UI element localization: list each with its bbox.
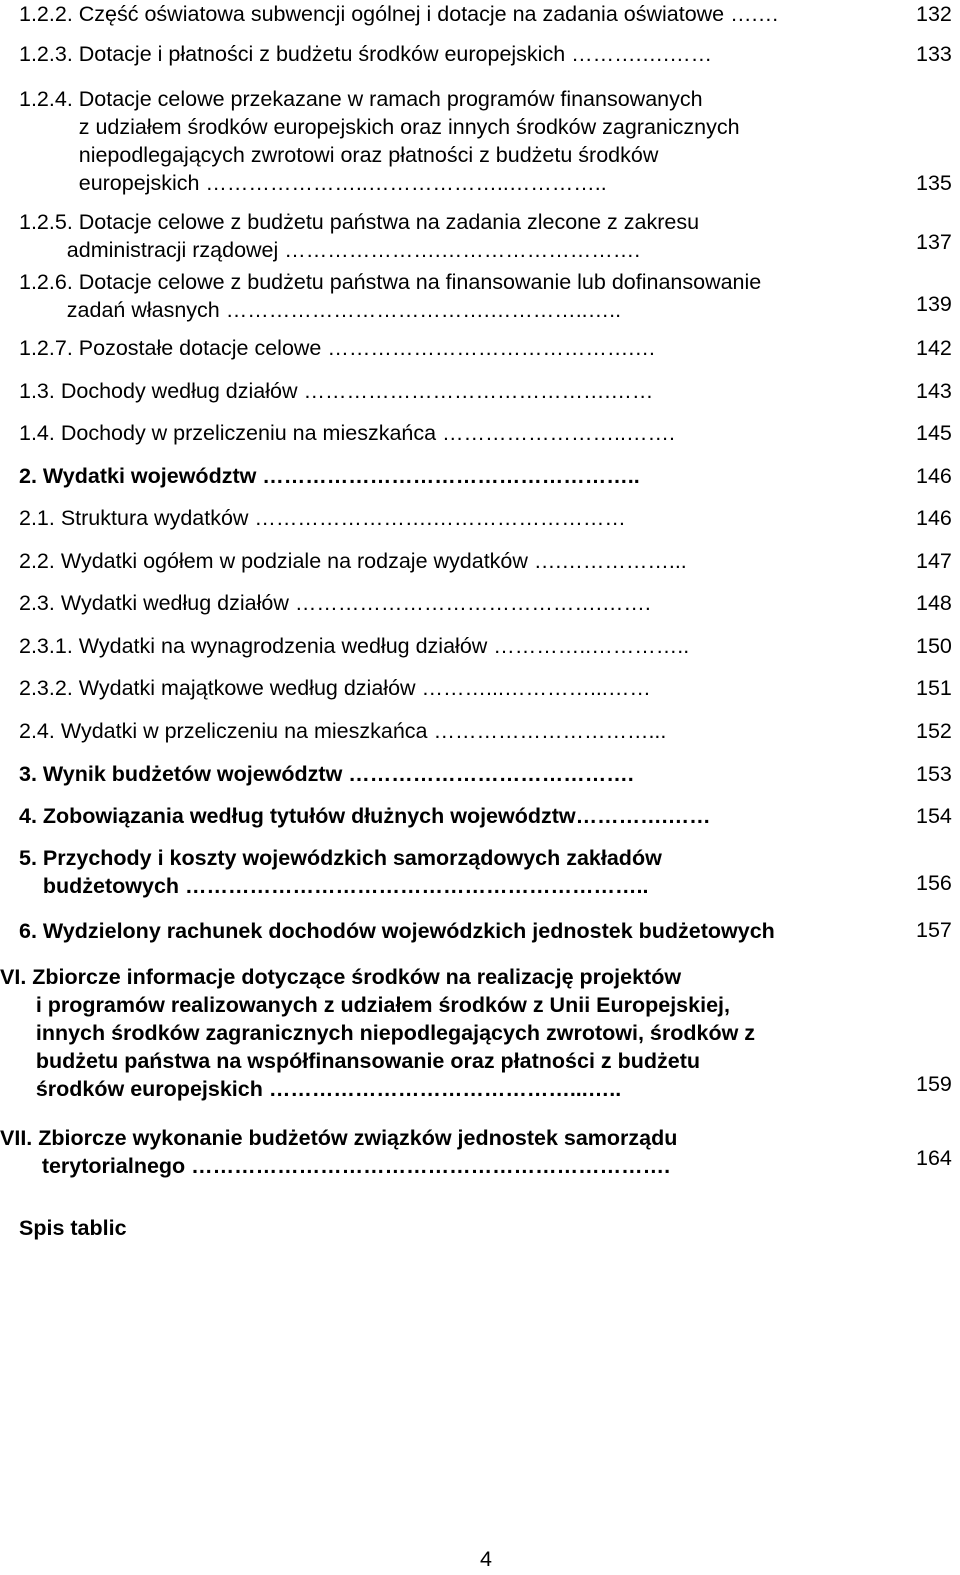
toc-entry-page: 152 — [916, 719, 952, 743]
toc-entry-title: 2.3.1. Wydatki na wynagrodzenia według działów …………..………….. — [19, 634, 690, 658]
toc-entry-title: 2.3. Wydatki według działów …………………………………….……. — [19, 591, 651, 615]
toc-entry-title: 2.2. Wydatki ogółem w podziale na rodzaje wydatków ….……………... — [19, 549, 687, 573]
toc-entry-page: 142 — [916, 336, 952, 360]
toc-entry-page: 145 — [916, 421, 952, 445]
toc-entry-title: 1.2.6. Dotacje celowe z budżetu państwa na finansowanie lub dofinansowanie zadań własnych ……………………………….…………..….. — [19, 270, 762, 322]
toc-entry-title: 2.1. Struktura wydatków …………………….……………………… — [19, 506, 626, 530]
toc-entry-page: 135 — [916, 171, 952, 195]
toc-entry-title: 1.2.2. Część oświatowa subwencji ogólnej i dotacje na zadania oświatowe ….… — [19, 2, 780, 26]
page-number: 4 — [480, 1547, 492, 1571]
toc-entry-page: 143 — [916, 379, 952, 403]
toc-entry-title: 4. Zobowiązania według tytułów dłużnych województw………….…… — [19, 804, 711, 828]
toc-entry-title: 1.4. Dochody w przeliczeniu na mieszkańca ……………………..……. — [19, 421, 675, 445]
toc-entry-title: 2. Wydatki województw …………………………………………….. — [19, 464, 640, 488]
toc-entry-page: 132 — [916, 2, 952, 26]
toc-entry-page: 157 — [916, 918, 952, 942]
toc-entry-page: 159 — [916, 1072, 952, 1096]
toc-entry-page: 147 — [916, 549, 952, 573]
toc-entry-title: VI. Zbiorcze informacje dotyczące środków na realizację projektów i programów realizowanych z udziałem środków z Unii Europejskiej, innych środków zagranicznych niepodlegających zwrotowi, środków z budżetu państwa na współfinansowanie oraz płatności z budżetu środków europejskich ……………………………………...….. — [0, 965, 756, 1101]
toc-entry-page: 146 — [916, 464, 952, 488]
toc-entry-title: 2.4. Wydatki w przeliczeniu na mieszkańca …………………………... — [19, 719, 667, 743]
toc-entry-page: 153 — [916, 762, 952, 786]
toc-entry-title: 3. Wynik budżetów województw …………………………………. — [19, 762, 634, 786]
toc-entry-page: 151 — [916, 676, 952, 700]
toc-entry-page: 137 — [916, 230, 952, 254]
toc-entry-title: 2.3.2. Wydatki majątkowe według działów ………...…………...…… — [19, 676, 651, 700]
toc-entry-title: 1.2.5. Dotacje celowe z budżetu państwa na zadania zlecone z zakresu administracji rządowej ………………….………………………. — [19, 210, 700, 262]
toc-entry-page: 148 — [916, 591, 952, 615]
toc-entry-title: 1.2.3. Dotacje i płatności z budżetu środków europejskich ……….….…… — [19, 42, 713, 66]
toc-entry-title: 6. Wydzielony rachunek dochodów wojewódzkich jednostek budżetowych — [19, 919, 775, 943]
toc-entry-page: 156 — [916, 871, 952, 895]
toc-entry-page: 146 — [916, 506, 952, 530]
toc-entry-title: 5. Przychody i koszty wojewódzkich samorządowych zakładów budżetowych ……………………………………………………….. — [19, 846, 662, 898]
toc-entry-page: 133 — [916, 42, 952, 66]
section-heading: Spis tablic — [19, 1216, 127, 1240]
toc-entry-title: 1.2.7. Pozostałe dotacje celowe …………………………………….… — [19, 336, 656, 360]
toc-entry-page: 154 — [916, 804, 952, 828]
toc-entry-title: 1.3. Dochody według działów …………………………………….…… — [19, 379, 654, 403]
toc-entry-page: 139 — [916, 292, 952, 316]
toc-entry-page: 164 — [916, 1146, 952, 1170]
toc-entry-title: VII. Zbiorcze wykonanie budżetów związków jednostek samorządu terytorialnego …………………………………………………………. — [0, 1126, 678, 1178]
toc-entry-title: 1.2.4. Dotacje celowe przekazane w ramach programów finansowanych z udziałem środków europejskich oraz innych środków zagranicznych niepodlegających zwrotowi oraz płatności z budżetu środków europejskich …………………..………………..………….. — [19, 87, 740, 195]
toc-entry-page: 150 — [916, 634, 952, 658]
